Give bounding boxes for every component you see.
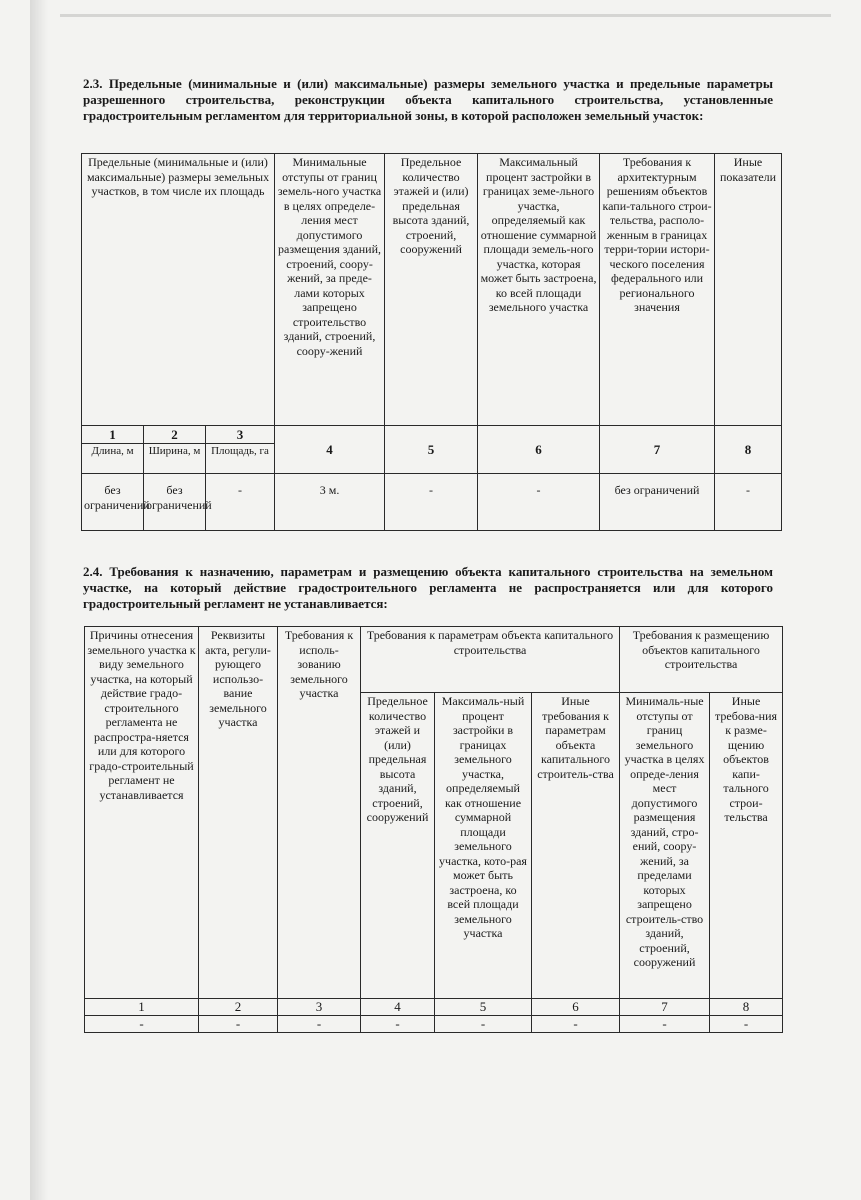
header-other-parameter-requirements: Иные требования к параметрам объекта капитального строитель-ства [532,693,620,999]
header-min-setbacks: Минимальные отступы от границ земель-ного участка в целях определе-ления мест допустимого размещения зданий, строений, соору-жений, за преде-лами которых запрещено строительство зданий, строений, соору-жений [275,154,385,426]
table-cell: - [206,474,275,531]
section-2-3-heading: 2.3. Предельные (минимальные и (или) максимальные) размеры земельного участка и предельные параметры разрешенного строительства, реконструкции объекта капитального строительства, установленные градостроительным регламентом для территориальной зоны, в которой расположен земельный участок: [83,76,773,123]
table-cell: без ограничений [82,474,144,531]
header-architectural-requirements: Требования к архитектурным решениям объектов капи-тального строи-тельства, располо-женным в границах терри-тории истори-ческого поселения федерального или регионального значения [600,154,715,426]
column-number: 7 [620,999,710,1016]
column-number: 7 [600,426,715,474]
table-cell: - [278,1016,361,1033]
table-cell: без ограничений [144,474,206,531]
header-other-placement-requirements: Иные требова-ния к разме-щению объектов капи-тального строи-тельства [710,693,783,999]
table-cell: - [715,474,782,531]
column-number: 4 [275,426,385,474]
scan-edge-shadow [30,0,48,1200]
column-number: 5 [385,426,478,474]
header-object-parameters-group: Требования к параметрам объекта капитального строительства [361,627,620,693]
header-max-building-percent: Максимальный процент застройки в границах земе-льного участка, определяемый как отношение суммарной площади земель-ного участка, которая может быть застроена, ко всей площади земельного участка [478,154,600,426]
column-number: 1 [82,426,144,444]
table-row [82,474,782,531]
table-header-row [85,627,783,693]
subheader-width: Ширина, м [144,444,206,474]
table-cell: - [85,1016,199,1033]
header-plot-sizes: Предельные (минимальные и (или) максимальные) размеры земельных участков, в том числе их площадь [82,154,275,426]
column-number: 3 [278,999,361,1016]
header-max-floors: Предельное количество этажей и (или) предельная высота зданий, строений, сооружений [385,154,478,426]
header-object-placement-group: Требования к размещению объектов капитального строительства [620,627,783,693]
table-header-row [82,154,782,426]
table-number-row [82,426,782,444]
table-cell: - [532,1016,620,1033]
header-min-setbacks: Минималь-ные отступы от границ земельного участка в целях опреде-ления мест допустимого размещения зданий, стро-ений, соору-жений, за пределами которых запрещено строитель-ство зданий, строений, сооружений [620,693,710,999]
section-2-3-table [81,153,782,531]
table-cell: - [361,1016,435,1033]
table-cell: - [385,474,478,531]
column-number: 6 [478,426,600,474]
column-number: 6 [532,999,620,1016]
subheader-length: Длина, м [82,444,144,474]
section-2-4-table [84,626,783,1033]
table-cell: 3 м. [275,474,385,531]
column-number: 5 [435,999,532,1016]
column-number: 8 [715,426,782,474]
column-number: 4 [361,999,435,1016]
table-cell: - [199,1016,278,1033]
section-2-4-heading: 2.4. Требования к назначению, параметрам и размещению объекта капитального строительства на земельном участке, на который действие градостроительного регламента не распространяется или для которого градостроительный регламент не устанавливается: [83,564,773,611]
header-act-details: Реквизиты акта, регули-рующего использо-вание земельного участка [199,627,278,999]
column-number: 1 [85,999,199,1016]
column-number: 2 [199,999,278,1016]
header-max-floors: Предельное количество этажей и (или) предельная высота зданий, строений, сооружений [361,693,435,999]
scan-top-strip [60,14,831,17]
header-other-indicators: Иные показатели [715,154,782,426]
table-cell: - [435,1016,532,1033]
table-cell: без ограничений [600,474,715,531]
table-number-row [85,999,783,1016]
header-reasons: Причины отнесения земельного участка к виду земельного участка, на который действие градо-строительного регламента не распростра-няется или для которого градо-строительный регламент не устанавливается [85,627,199,999]
table-row [85,1016,783,1033]
header-max-building-percent: Максималь-ный процент застройки в границах земельного участка, определяемый как отношение суммарной площади земельного участка, кото-рая может быть застроена, ко всей площади земельного участка [435,693,532,999]
column-number: 3 [206,426,275,444]
subheader-area: Площадь, га [206,444,275,474]
header-land-use-requirements: Требования к исполь-зованию земельного участка [278,627,361,999]
table-cell: - [620,1016,710,1033]
table-cell: - [478,474,600,531]
column-number: 2 [144,426,206,444]
column-number: 8 [710,999,783,1016]
table-cell: - [710,1016,783,1033]
